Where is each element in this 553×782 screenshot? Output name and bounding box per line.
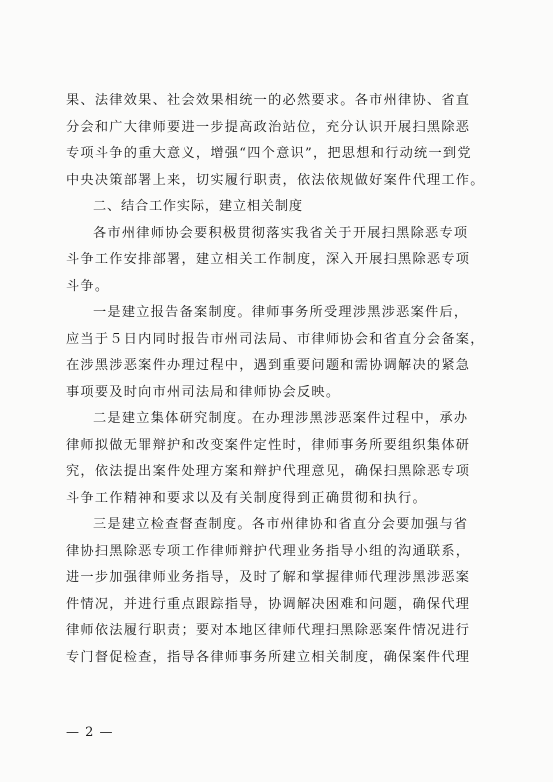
text-line: 应当于５日内同时报告市州司法局、市律师协会和省直分会备案， [66,331,485,347]
text-line: 果、法律效果、社会效果相统一的必然要求。各市州律协、省直 [66,93,471,108]
text-line: 分会和广大律师要进一步提高政治站位，充分认识开展扫黑除恶 [66,119,471,135]
text-line: 二是建立集体研究制度。在办理涉黑涉恶案件过程中，承办 [93,411,469,426]
text-line: 律师拟做无罪辩护和改变案件定性时，律师事务所要组织集体研 [66,437,471,453]
text-line: 斗争工作安排部署，建立相关工作制度，深入开展扫黑除恶专项 [66,252,471,267]
text-line: 事项要及时向市州司法局和律师协会反映。 [66,384,341,400]
page-number: — 2 — [66,725,114,740]
text-line: 律协扫黑除恶专项工作律师辩护代理业务指导小组的沟通联系， [66,543,471,559]
text-line: 一是建立报告备案制度。律师事务所受理涉黑涉恶案件后， [93,305,469,320]
text-line: 中央决策部署上来，切实履行职责，依法依规做好案件代理工作。 [66,172,485,188]
text-line: 斗争。 [66,278,110,294]
text-line: 专项斗争的重大意义，增强“四个意识”，把思想和行动统一到党 [66,146,472,161]
text-line: 专门督促检查，指导各律师事务所建立相关制度，确保案件代理 [66,649,471,665]
text-line: 各市州律师协会要积极贯彻落实我省关于开展扫黑除恶专项 [93,225,469,241]
text-line: 在涉黑涉恶案件办理过程中，遇到重要问题和需协调解决的紧急 [66,358,471,373]
text-line: 律师依法履行职责；要对本地区律师代理扫黑除恶案件情况进行 [66,623,471,638]
section-heading: 二、结合工作实际，建立相关制度 [93,199,303,214]
text-line: 进一步加强律师业务指导，及时了解和掌握律师代理涉黑涉恶案 [66,570,471,585]
text-line: 件情况，并进行重点跟踪指导，协调解决困难和问题，确保代理 [66,596,471,612]
text-line: 究，依法提出案件处理方案和辩护代理意见，确保扫黑除恶专项 [66,464,471,479]
text-line: 三是建立检查督查制度。各市州律协和省直分会要加强与省 [93,517,469,532]
text-line: 斗争工作精神和要求以及有关制度得到正确贯彻和执行。 [66,490,427,506]
